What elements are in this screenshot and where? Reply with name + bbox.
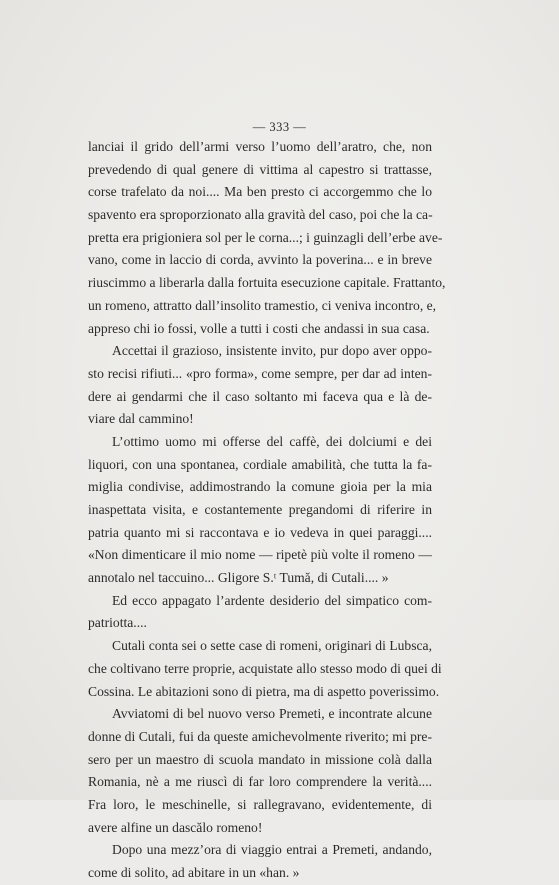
text-line: corse trafelato da noi.... Ma ben presto ci accorgemmo che lo bbox=[88, 184, 432, 200]
text-line: appreso chi io fossi, volle a tutti i costi che andassi in sua casa. bbox=[88, 320, 430, 336]
text-line: L’ottimo uomo mi offerse del caffè, dei dolciumi e dei bbox=[112, 433, 432, 449]
text-line: Accettai il grazioso, insistente invito, pur dopo aver oppo- bbox=[112, 343, 432, 359]
text-line: come di solito, ad abitare in un «han. » bbox=[88, 865, 300, 880]
text-line: sero per un maestro di scuola mandato in missione colà dalla bbox=[88, 751, 432, 767]
text-line: Avviatomi di bel nuovo verso Premeti, e incontrate alcune bbox=[112, 706, 432, 722]
text-line: patriotta.... bbox=[88, 615, 147, 631]
text-line: prevedendo di qual genere di vittima al capestro si trattasse, bbox=[88, 161, 432, 177]
page-number: — 333 — bbox=[252, 120, 307, 134]
text-line: sto recisi rifiuti... «pro forma», come sempre, per dar ad inten- bbox=[88, 365, 432, 381]
text-line: Dopo una mezz’ora di viaggio entrai a Premeti, andando, bbox=[112, 842, 432, 858]
text-line: spavento era sproporzionato alla gravità del caso, poi che la ca- bbox=[88, 207, 433, 223]
text-line: Cutali conta sei o sette case di romeni, originari di Lubsca, bbox=[112, 638, 432, 654]
text-line: Fra loro, le meschinelle, si rallegravano, evidentemente, di bbox=[88, 796, 432, 812]
text-line: viare dal cammino! bbox=[88, 411, 194, 427]
text-line: annotalo nel taccuino... Gligore S.ᵗ Tumă, di Cutali.... » bbox=[88, 570, 389, 586]
text-line: patria quanto mi si raccontava e io vedeva in quei paraggi.... bbox=[88, 524, 432, 540]
text-line: che coltivano terre proprie, acquistate allo stesso modo di quei di bbox=[88, 660, 442, 676]
text-line: un romeno, attratto dall’insolito tramestio, ci veniva incontro, e, bbox=[88, 297, 437, 313]
text-line: vano, come in laccio di corda, avvinto la poverina... e in breve bbox=[88, 252, 432, 268]
text-line: «Non dimenticare il mio nome — ripetè più volte il romeno — bbox=[88, 547, 432, 563]
text-line: riuscimmo a liberarla dalla fortuita esecuzione capitale. Frattanto, bbox=[88, 275, 446, 291]
text-line: inaspettata visita, e costantemente pregandomi di riferire in bbox=[88, 502, 432, 517]
text-line: liquori, con una spontanea, cordiale amabilità, che tutta la fa- bbox=[88, 456, 432, 472]
text-line: Ed ecco appagato l’ardente desiderio del simpatico com- bbox=[112, 592, 432, 608]
text-line: Cossina. Le abitazioni sono di pietra, ma di aspetto poverissimo. bbox=[88, 683, 440, 699]
text-line: dere ai gendarmi che il caso soltanto mi faceva qua e là de- bbox=[88, 388, 432, 404]
text-line: Romania, nè a me riuscì di far loro comprendere la verità.... bbox=[88, 774, 432, 790]
text-line: donne di Cutali, fui da queste amichevolmente riverito; mi pre- bbox=[88, 728, 432, 744]
text-line: pretta era prigioniera sol per le corna...; i guinzagli dell’erbe ave- bbox=[88, 229, 443, 245]
text-line: miglia condivise, addimostrando la comune gioia per la mia bbox=[88, 479, 432, 495]
text-line: lanciai il grido dell’armi verso l’uomo dell’aratro, che, non bbox=[88, 139, 432, 154]
body-text bbox=[88, 136, 446, 885]
text-line: avere alfine un dascălo romeno! bbox=[88, 819, 263, 835]
